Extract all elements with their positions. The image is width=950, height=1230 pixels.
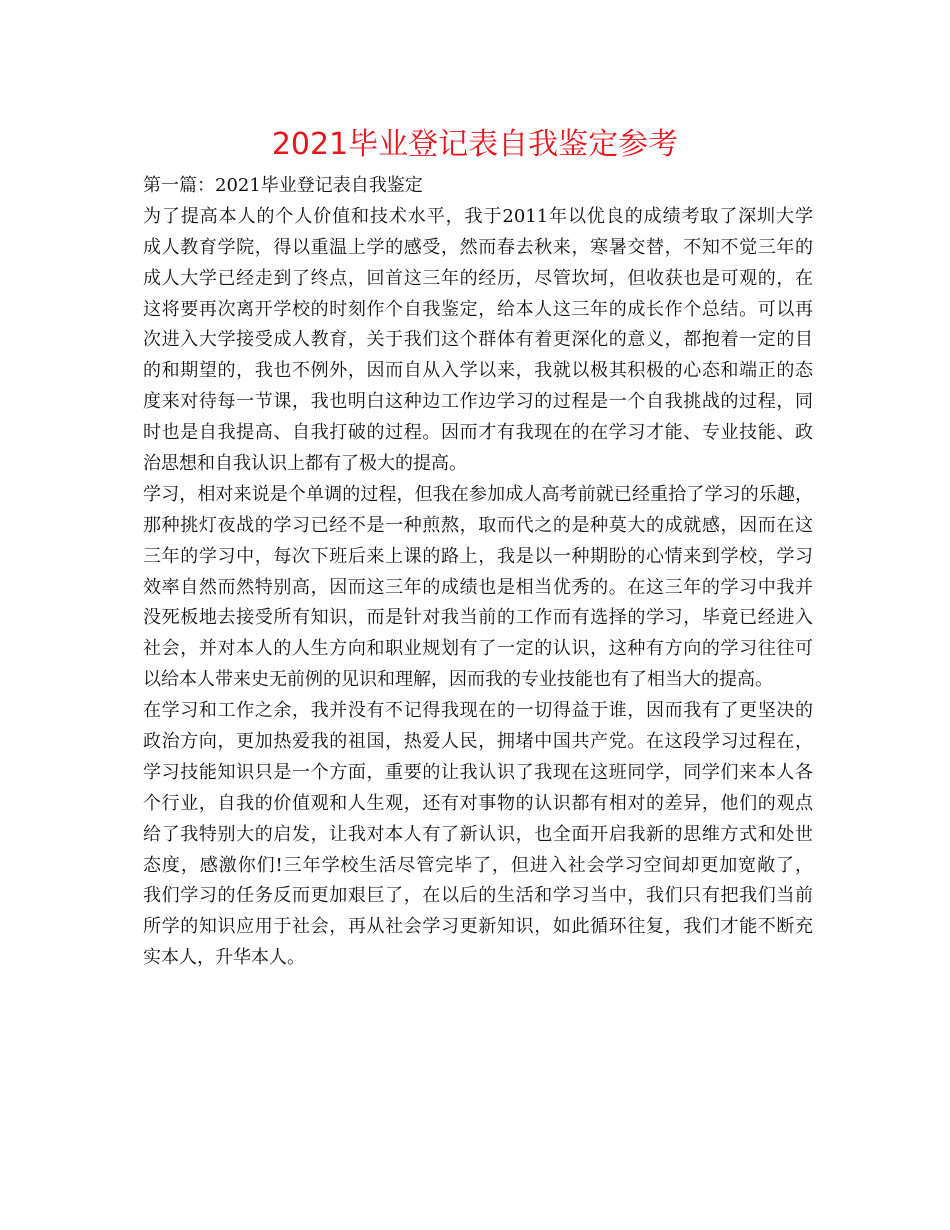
text-line: 次进入大学接受成人教育，关于我们这个群体有着更深化的意义，都抱着一定的目	[143, 329, 813, 351]
text-line: 没死板地去接受所有知识，而是针对我当前的工作而有选择的学习，毕竟已经进入	[143, 607, 813, 629]
text-line: 以给本人带来史无前例的见识和理解，因而我的专业技能也有了相当大的提高。	[143, 669, 773, 691]
text-line: 那种挑灯夜战的学习已经不是一种煎熬，取而代之的是种莫大的成就感，因而在这	[143, 514, 813, 536]
text-line: 时也是自我提高、自我打破的过程。因而才有我现在的在学习才能、专业技能、政	[143, 422, 813, 444]
text-line: 为了提高本人的个人价值和技术水平，我于2011年以优良的成绩考取了深圳大学	[143, 205, 813, 227]
text-line: 实本人，升华本人。	[143, 947, 305, 969]
text-line: 给了我特别大的启发，让我对本人有了新认识，也全面开启我新的思维方式和处世	[143, 823, 813, 845]
text-line: 度来对待每一节课，我也明白这种边工作边学习的过程是一个自我挑战的过程，同	[143, 391, 813, 413]
paragraph-1	[143, 202, 813, 480]
paragraph-2	[143, 480, 813, 696]
text-line: 我们学习的任务反而更加艰巨了，在以后的生活和学习当中，我们只有把我们当前	[143, 885, 813, 907]
text-line: 在学习和工作之余，我并没有不记得我现在的一切得益于谁，因而我有了更坚决的	[143, 700, 813, 722]
text-line: 政治方向，更加热爱我的祖国，热爱人民，拥堵中国共产党。在这段学习过程在，	[143, 731, 813, 753]
text-line: 成人教育学院，得以重温上学的感受，然而春去秋来，寒暑交替，不知不觉三年的	[143, 236, 813, 258]
text-line: 学习，相对来说是个单调的过程，但我在参加成人高考前就已经重拾了学习的乐趣，	[143, 483, 813, 505]
section-heading: 第一篇：2021毕业登记表自我鉴定	[143, 175, 423, 196]
text-line: 的和期望的，我也不例外，因而自从入学以来，我就以极其积极的心态和端正的态	[143, 360, 813, 382]
text-line: 学习技能知识只是一个方面，重要的让我认识了我现在这班同学，同学们来本人各	[143, 761, 813, 783]
text-line: 效率自然而然特别高，因而这三年的成绩也是相当优秀的。在这三年的学习中我并	[143, 576, 813, 598]
document-title: 2021毕业登记表自我鉴定参考	[271, 127, 679, 162]
text-line: 成人大学已经走到了终点，回首这三年的经历，尽管坎坷，但收获也是可观的，在	[143, 267, 813, 289]
text-line: 社会，并对本人的人生方向和职业规划有了一定的认识，这种有方向的学习往往可	[143, 638, 813, 660]
text-line: 这将要再次离开学校的时刻作个自我鉴定，给本人这三年的成长作个总结。可以再	[143, 298, 813, 320]
document-body	[143, 171, 813, 974]
text-line: 个行业，自我的价值观和人生观，还有对事物的认识都有相对的差异，他们的观点	[143, 792, 813, 814]
paragraph-3	[143, 696, 813, 974]
text-line: 态度，感激你们!三年学校生活尽管完毕了，但进入社会学习空间却更加宽敞了，	[143, 854, 813, 876]
text-line: 所学的知识应用于社会，再从社会学习更新知识，如此循环往复，我们才能不断充	[143, 916, 813, 938]
text-line: 治思想和自我认识上都有了极大的提高。	[143, 453, 467, 475]
text-line: 三年的学习中，每次下班后来上课的路上，我是以一种期盼的心情来到学校，学习	[143, 545, 813, 567]
